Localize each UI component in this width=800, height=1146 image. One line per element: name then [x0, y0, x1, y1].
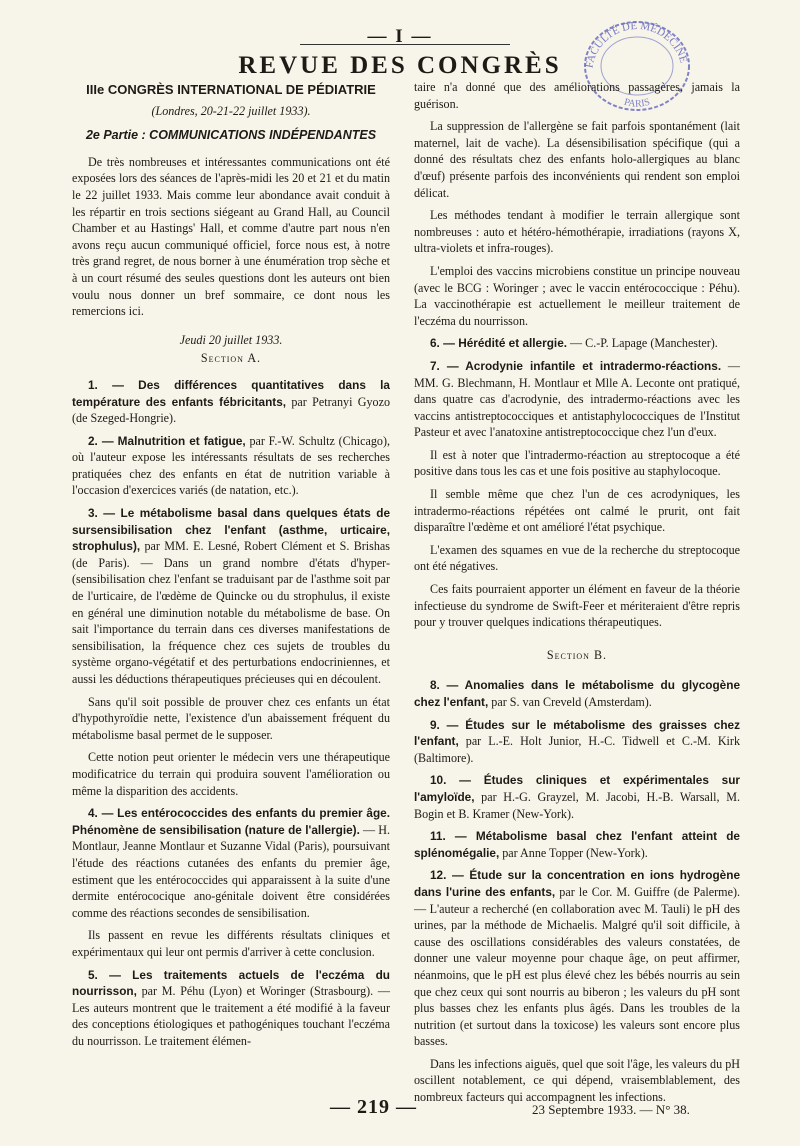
item-text: par L.-E. Holt Junior, H.-C. Tidwell et C.-M. Kirk (Baltimore). — [414, 734, 740, 765]
item-text: par M. Péhu (Lyon) et Woringer (Strasbourg). — Les auteurs montrent que le traitement a été modifié à la faveur des conceptions étiologiques et pathogéniques touchant l'eczéma du nourrisson. Le traitement élémen- — [72, 984, 390, 1048]
item-4-paragraph-2: Ils passent en revue les différents résultats cliniques et expérimentaux qui leur ont permis d'arriver à cette conclusion. — [72, 928, 390, 959]
intro-paragraph: De très nombreuses et intéressantes communications ont été exposées lors des séances de l'après-midi les 20 et 21 et du matin le 22 juillet 1933. Mais comme leur abondance avait conduit à les répartir en trois sections siégeant au Grand Hall, au Council Chamber et au Hastings' Hall, et comme d'autre part nous n'en avons reçu aucun communiqué officiel, force nous est, à notre très grand regret, de nous borner à une énumération trop sèche et à un court résumé des seules questions dont les auteurs ont bien voulu nous donner un bref sommaire, ce dont nous les remercions ici. — [72, 154, 390, 319]
section-a-heading: Section A. — [200, 351, 262, 366]
item-7-paragraph-4: L'examen des squames en vue de la recherche du streptocoque ont été négatives. — [414, 542, 740, 574]
item-title: 6. — Hérédité et allergie. — [430, 336, 568, 351]
item-title: 9. — Études sur le métabolisme des graisses chez l'enfant, — [414, 717, 740, 749]
congress-title: IIIe CONGRÈS INTERNATIONAL DE PÉDIATRIE — [86, 82, 376, 97]
svg-text:FACULTÉ DE MÉDECINE — [583, 20, 689, 69]
item-text: — H. Montlaur, Jeanne Montlaur et Suzanne Vidal (Paris), poursuivant l'étude des réactions cutanées des enfants du premier âge, estiment que les entérococcides qui apparaissent à la suite d'une dermite entérococique ano-génitale doivent être considérées comme des réactions secondes de sensibilisation. — [72, 822, 390, 920]
communication-item-11 — [414, 828, 740, 861]
right-column — [414, 79, 740, 1112]
issue-date: 23 Septembre 1933. — N° 38. — [532, 1102, 690, 1117]
item-title: 4. — Les entérococcides des enfants du premier âge. Phénomène de sensibilisation (nature de l'allergie). — [72, 806, 390, 837]
item-text: par H.-G. Grayzel, M. Jacobi, H.-B. Warsall, M. Bogin et B. Kramer (New-York). — [414, 789, 740, 821]
continued-paragraph: taire n'a donné que des améliorations passagères, jamais la guérison. — [414, 80, 740, 111]
communication-item-5 — [72, 967, 390, 1050]
item-text: par le Cor. M. Guiffre (de Palerme). — L'auteur a recherché (en collaboration avec M. Tauli) le pH des urines, par la méthode de Michaelis. Malgré qu'il soit difficile, à cause des oscillations considérables des valeurs constatées, de donner une valeur moyenne pour chaque âge, on peut affirmer, néanmoins, que le pH est plus élevé chez les bébés nourris au sein que chez ceux qui sont nourris au biberon ; les valeurs du pH sont plus basses chez les enfants plus âgés. Dans les troubles de la nutrition (et surtout dans la toxicose) les valeurs sont encore plus basses. — [414, 884, 740, 1049]
left-column — [72, 80, 390, 1055]
item-title: 8. — Anomalies dans le métabolisme du glycogène chez l'enfant, — [414, 678, 740, 709]
item-title: 5. — Les traitements actuels de l'eczéma du nourrisson, — [72, 967, 390, 999]
stamp-text-top: FACULTÉ DE MÉDECINE — [583, 19, 690, 69]
communication-item-6 — [414, 335, 740, 352]
item-7-paragraph-2: Il est à noter que l'intradermo-réaction au streptocoque a été positive dans tous les cas et une fois positive au staphylocoque. — [414, 447, 740, 479]
item-title: 12. — Étude sur la concentration en ions hydrogène dans l'urine des enfants, — [414, 868, 740, 899]
item-title: 3. — Le métabolisme basal dans quelques états de sursensibilisation chez l'enfant (asthme, urticaire, strophulus), — [72, 506, 390, 554]
session-date: Jeudi 20 juillet 1933. — [179, 332, 283, 347]
item-title: 11. — Métabolisme basal chez l'enfant atteint de splénomégalie, — [414, 829, 740, 860]
congress-subtitle: (Londres, 20-21-22 juillet 1933). — [151, 103, 311, 118]
communication-item-7 — [414, 358, 740, 441]
communication-item-10 — [414, 772, 740, 822]
communication-item-9 — [414, 717, 740, 767]
item-title: 10. — Études cliniques et expérimentales sur l'amyloïde, — [414, 773, 740, 804]
item-text: par MM. E. Lesné, Robert Clément et S. Brishas (de Paris). — Dans un grand nombre d'états d'hyper-(sensibilisation chez l'enfant se traduisant par de l'asthme soit par de l'urticaire, de l'œdème de Quincke ou du strophulus, il existe en général une diminution notable du métabolisme de base. On sait l'importance du terrain dans ces diverses manifestations de sensibilisation, la fréquence chez ces sujets de troubles du système organo-végétatif et des perturbations endocriniennes, et aussi les déductions thérapeutiques précieuses qui en découlent. — [72, 539, 390, 686]
item-text: par Petranyi Gyozo (de Szeged-Hongrie). — [72, 394, 390, 426]
item-7-paragraph-5: Ces faits pourraient apporter un élément en faveur de la théorie infectieuse du syndrome de Swift-Feer et mériteraient d'être repris pour y trouver quelques indications thérapeutiques. — [414, 582, 740, 630]
header-rule — [300, 44, 510, 45]
page-title: REVUE DES CONGRÈS — [238, 52, 562, 79]
stamp-text-bottom: PARIS — [622, 96, 652, 110]
item-text: par F.-W. Schultz (Chicago), où l'auteur expose les intéressants résultats de ses recherches pratiquées chez des enfants en état de nutrition variable à l'occasion d'exercices variés (de natation, etc.). — [72, 433, 390, 498]
item-text: par S. van Creveld (Amsterdam). — [488, 695, 652, 709]
communication-item-1 — [72, 377, 390, 427]
page-marker: — I — — [367, 26, 433, 47]
communication-item-2 — [72, 433, 390, 499]
item-title: 1. — Des différences quantitatives dans la température des enfants fébricitants, — [72, 377, 390, 409]
vaccines-paragraph: L'emploi des vaccins microbiens constitue un principe nouveau (avec le BCG : Woringer ; avec le vaccin entérococcique : Péhu). La vaccinothérapie est actuellement le meilleur traitement de l'eczéma du nourrisson. — [414, 263, 740, 328]
item-title: 7. — Acrodynie infantile et intradermo-réactions. — [430, 358, 722, 373]
item-12-paragraph-2: Dans les infections aiguës, quel que soit l'âge, les valeurs du pH oscillent notablement, ce qui dépend, vraisemblablement, des nombreux facteurs qui accompagnent les infections. — [414, 1056, 740, 1105]
communication-item-3 — [72, 505, 390, 688]
item-text: — MM. G. Blechmann, H. Montlaur et Mlle A. Leconte ont pratiqué, dans quatre cas d'acrodynie, des intradermo-réactions avec les vaccins antistreptococciques et antistaphylococciques de l'Institut Pasteur et avec l'anatoxine antistreptococcique chez l'un d'eux. — [414, 358, 740, 440]
item-7-paragraph-3: Il semble même que chez l'un de ces acrodyniques, les intradermo-réactions répétées ont calmé le prurit, ont fait disparaître l'œdème et ont amélioré l'état psychique. — [414, 487, 740, 535]
communication-item-8 — [414, 677, 740, 710]
page-number: — 219 — — [330, 1096, 417, 1118]
methods-paragraph: Les méthodes tendant à modifier le terrain allergique sont nombreuses : auto et hétéro-hémothérapie, irradiations (rayons X, ultra-violets et infra-rouges). — [414, 208, 740, 256]
item-3-paragraph-2: Sans qu'il soit possible de prouver chez ces enfants un état d'hypothyroïdie nette, l'existence d'un abaissement fréquent du métabolisme basal permet de le supposer. — [72, 694, 390, 742]
item-3-paragraph-3: Cette notion peut orienter le médecin vers une thérapeutique modificatrice du terrain qui produira souvent l'amélioration ou même la disparition des accidents. — [72, 750, 390, 798]
item-text: par Anne Topper (New-York). — [499, 845, 648, 860]
communication-item-4 — [72, 805, 390, 921]
section-b-heading: Section B. — [546, 647, 608, 662]
allergen-paragraph: La suppression de l'allergène se fait parfois spontanément (lait maternel, lait de vache). La désensibilisation spécifique (qui a donné des résultats chez des enfants holo-allergiques au blanc d'œuf) présente parfois des inconvénients qui rendent son emploi délicat. — [414, 119, 740, 200]
page-footer — [0, 1096, 800, 1120]
communication-item-12 — [414, 867, 740, 1050]
item-text: — C.-P. Lapage (Manchester). — [567, 336, 718, 351]
item-title: 2. — Malnutrition et fatigue, — [88, 433, 246, 448]
part-title: 2e Partie : COMMUNICATIONS INDÉPENDANTES — [85, 128, 377, 143]
